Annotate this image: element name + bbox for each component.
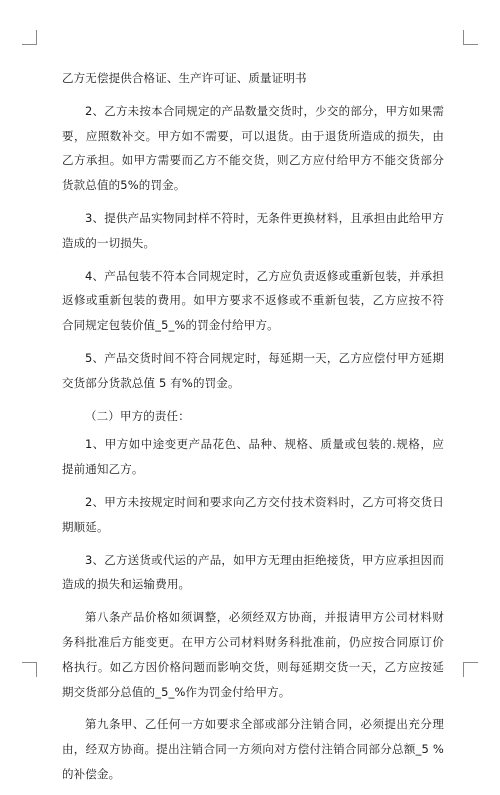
paragraph-party-a-technical-data: 2、甲方未按规定时间和要求向乙方交付技术资料时，乙方可将交货日期顺延。 (62, 494, 444, 534)
paragraph-quantity-clause: 2、乙方未按本合同规定的产品数量交货时，少交的部分，甲方如果需要，应照数补交。甲方如不需要，可以退货。由于退货所造成的损失，由乙方承担。如甲方需要而乙方不能交货，则乙方应付给甲方不能交货部分货款总值的5%的罚金。 (62, 103, 444, 193)
crop-mark-top-right (463, 30, 478, 45)
paragraph-delivery-time-clause: 5、产品交货时间不符合同规定时，每延期一天，乙方应偿付甲方延期交货部分货款总值 5 有%的罚金。 (62, 350, 444, 390)
paragraph-party-a-refusal: 3、乙方送货或代运的产品，如甲方无理由拒绝接货，甲方应承担因而造成的损失和运输费用。 (62, 552, 444, 592)
crop-mark-bottom-left (22, 662, 37, 677)
crop-mark-bottom-right (463, 662, 478, 677)
crop-mark-top-left (22, 30, 37, 45)
paragraph-party-a-change: 1、甲方如中途变更产品花色、品种、规格、质量或包装的.规格，应提前通知乙方。 (62, 437, 444, 477)
paragraph-packaging-clause: 4、产品包装不符本合同规定时，乙方应负责返修或重新包装，并承担返修或重新包装的费用。如甲方要求不返修或不重新包装，乙方应按不符合同规定包装价值_5_%的罚金付给甲方。 (62, 268, 444, 333)
section-heading-party-a: （二）甲方的责任： (85, 408, 190, 423)
paragraph-continuation: 乙方无偿提供合格证、生产许可证、质量证明书 (62, 71, 307, 85)
paragraph-article-9-cancellation: 第九条甲、乙任何一方如要求全部或部分注销合同，必须提出充分理由，经双方协商。提出注销合同一方须向对方偿付注销合同部分总额_5 %的补偿金。 (62, 717, 444, 781)
paragraph-sample-clause: 3、提供产品实物同封样不符时，无条件更换材料，且承担由此给甲方造成的一切损失。 (62, 210, 444, 250)
paragraph-article-8-price: 第八条产品价格如须调整，必须经双方协商，并报请甲方公司材料财务科批准后方能变更。在甲方公司材料财务科批准前，仍应按合同原订价格执行。如乙方因价格问题而影响交货，则每延期交货一天，乙方应按延期交货部分总值的_5_%作为罚金付给甲方。 (62, 610, 444, 699)
document-body (62, 66, 444, 795)
